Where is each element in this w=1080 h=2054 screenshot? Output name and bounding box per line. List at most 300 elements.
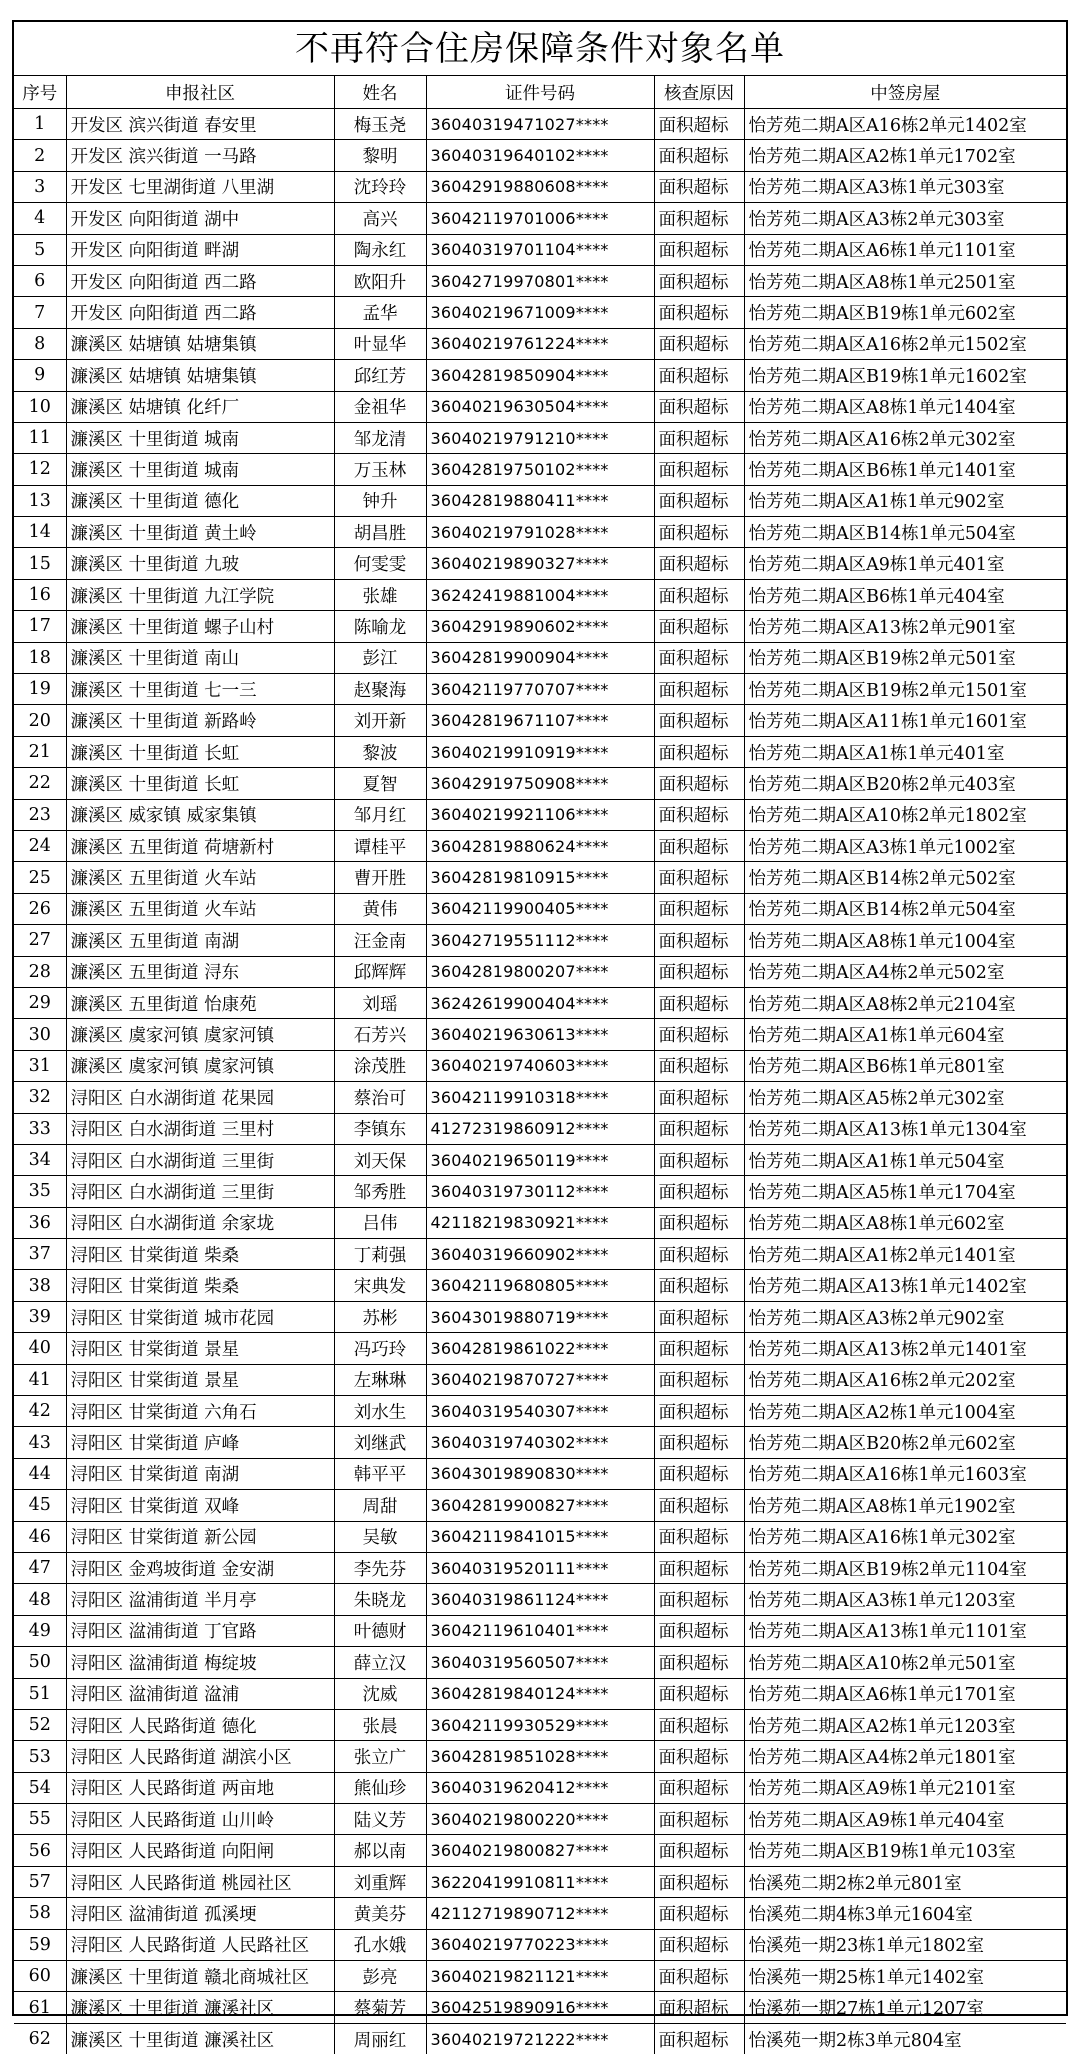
- row-name: 谭桂平: [334, 830, 426, 861]
- row-house: 怡芳苑二期A区A13栋1单元1402室: [744, 1270, 1066, 1301]
- table-row: [14, 422, 1066, 453]
- row-id-number: 36040219761224****: [426, 328, 654, 359]
- row-id-number: 36040319471027****: [426, 109, 654, 140]
- row-house: 怡芳苑二期A区B6栋1单元404室: [744, 579, 1066, 610]
- row-id-number: 36242619900404****: [426, 987, 654, 1018]
- row-community: 浔阳区 湓浦街道 梅绽坡: [66, 1647, 334, 1678]
- table-row: [14, 1239, 1066, 1270]
- row-id-number: 36040319560507****: [426, 1647, 654, 1678]
- row-community: 浔阳区 白水湖街道 余家垅: [66, 1207, 334, 1238]
- row-index: 22: [14, 768, 66, 799]
- row-id-number: 36042119930529****: [426, 1709, 654, 1740]
- row-house: 怡芳苑二期A区B20栋2单元403室: [744, 768, 1066, 799]
- row-reason: 面积超标: [654, 1615, 744, 1646]
- row-name: 邱红芳: [334, 360, 426, 391]
- row-id-number: 36040319861124****: [426, 1584, 654, 1615]
- table-row: [14, 830, 1066, 861]
- row-community: 浔阳区 湓浦街道 丁官路: [66, 1615, 334, 1646]
- row-reason: 面积超标: [654, 2023, 744, 2054]
- row-name: 邹月红: [334, 799, 426, 830]
- row-name: 李镇东: [334, 1113, 426, 1144]
- row-community: 浔阳区 甘棠街道 景星: [66, 1333, 334, 1364]
- row-house: 怡芳苑二期A区A2栋1单元1203室: [744, 1709, 1066, 1740]
- row-house: 怡芳苑二期A区B19栋1单元602室: [744, 297, 1066, 328]
- table-row: [14, 234, 1066, 265]
- row-community: 浔阳区 人民路街道 山川岭: [66, 1804, 334, 1835]
- row-index: 10: [14, 391, 66, 422]
- row-id-number: 36040219890327****: [426, 548, 654, 579]
- row-house: 怡芳苑二期A区A6栋1单元1701室: [744, 1678, 1066, 1709]
- table-row: [14, 1301, 1066, 1332]
- row-index: 52: [14, 1709, 66, 1740]
- row-house: 怡芳苑二期A区A5栋1单元1704室: [744, 1176, 1066, 1207]
- row-community: 浔阳区 人民路街道 向阳闸: [66, 1835, 334, 1866]
- row-community: 濂溪区 威家镇 威家集镇: [66, 799, 334, 830]
- row-index: 41: [14, 1364, 66, 1395]
- row-house: 怡芳苑二期A区A16栋2单元1402室: [744, 109, 1066, 140]
- table-row: [14, 1458, 1066, 1489]
- row-index: 23: [14, 799, 66, 830]
- table-row: [14, 925, 1066, 956]
- row-index: 60: [14, 1961, 66, 1992]
- row-reason: 面积超标: [654, 297, 744, 328]
- row-index: 19: [14, 674, 66, 705]
- row-house: 怡芳苑二期A区B19栋2单元1501室: [744, 674, 1066, 705]
- row-name: 朱晓龙: [334, 1584, 426, 1615]
- table-row: [14, 1270, 1066, 1301]
- row-name: 赵聚海: [334, 674, 426, 705]
- table-row: [14, 1364, 1066, 1395]
- row-id-number: 36042819900904****: [426, 642, 654, 673]
- row-community: 浔阳区 甘棠街道 庐峰: [66, 1427, 334, 1458]
- row-reason: 面积超标: [654, 1804, 744, 1835]
- row-reason: 面积超标: [654, 1427, 744, 1458]
- row-community: 濂溪区 十里街道 南山: [66, 642, 334, 673]
- row-index: 14: [14, 517, 66, 548]
- row-reason: 面积超标: [654, 485, 744, 516]
- row-id-number: 36043019890830****: [426, 1458, 654, 1489]
- row-house: 怡芳苑二期A区A3栋2单元902室: [744, 1301, 1066, 1332]
- row-reason: 面积超标: [654, 454, 744, 485]
- row-name: 欧阳升: [334, 265, 426, 296]
- table-row: [14, 611, 1066, 642]
- row-reason: 面积超标: [654, 234, 744, 265]
- row-reason: 面积超标: [654, 391, 744, 422]
- row-community: 浔阳区 甘棠街道 柴桑: [66, 1270, 334, 1301]
- row-house: 怡芳苑二期A区A9栋1单元404室: [744, 1804, 1066, 1835]
- row-index: 47: [14, 1552, 66, 1583]
- table-row: [14, 140, 1066, 171]
- row-house: 怡溪苑一期2栋3单元804室: [744, 2023, 1066, 2054]
- row-id-number: 36042719551112****: [426, 925, 654, 956]
- row-community: 濂溪区 十里街道 濂溪社区: [66, 1992, 334, 2023]
- row-id-number: 36040219630613****: [426, 1019, 654, 1050]
- row-name: 郝以南: [334, 1835, 426, 1866]
- row-index: 51: [14, 1678, 66, 1709]
- row-reason: 面积超标: [654, 956, 744, 987]
- row-index: 62: [14, 2023, 66, 2054]
- row-id-number: 36040319730112****: [426, 1176, 654, 1207]
- table-row: [14, 1490, 1066, 1521]
- row-id-number: 36040219800220****: [426, 1804, 654, 1835]
- row-name: 刘瑶: [334, 987, 426, 1018]
- row-house: 怡芳苑二期A区B19栋1单元1602室: [744, 360, 1066, 391]
- row-reason: 面积超标: [654, 1396, 744, 1427]
- row-community: 濂溪区 十里街道 长虹: [66, 736, 334, 767]
- header-name: 姓名: [334, 76, 426, 109]
- row-reason: 面积超标: [654, 705, 744, 736]
- row-name: 陈喻龙: [334, 611, 426, 642]
- table-row: [14, 1396, 1066, 1427]
- row-community: 濂溪区 十里街道 赣北商城社区: [66, 1961, 334, 1992]
- row-id-number: 36042819880624****: [426, 830, 654, 861]
- row-index: 36: [14, 1207, 66, 1238]
- row-index: 26: [14, 893, 66, 924]
- row-house: 怡芳苑二期A区B14栋2单元504室: [744, 893, 1066, 924]
- row-house: 怡芳苑二期A区A8栋1单元602室: [744, 1207, 1066, 1238]
- table-row: [14, 768, 1066, 799]
- row-name: 薛立汉: [334, 1647, 426, 1678]
- row-house: 怡芳苑二期A区A8栋1单元1404室: [744, 391, 1066, 422]
- row-index: 50: [14, 1647, 66, 1678]
- table-row: [14, 328, 1066, 359]
- row-community: 浔阳区 甘棠街道 柴桑: [66, 1239, 334, 1270]
- row-id-number: 36040319640102****: [426, 140, 654, 171]
- row-name: 沈玲玲: [334, 171, 426, 202]
- table-row: [14, 1082, 1066, 1113]
- row-community: 濂溪区 十里街道 七一三: [66, 674, 334, 705]
- row-reason: 面积超标: [654, 517, 744, 548]
- row-name: 陶永红: [334, 234, 426, 265]
- row-id-number: 36042819840124****: [426, 1678, 654, 1709]
- row-house: 怡芳苑二期A区A1栋2单元1401室: [744, 1239, 1066, 1270]
- row-name: 梅玉尧: [334, 109, 426, 140]
- row-community: 浔阳区 金鸡坡街道 金安湖: [66, 1552, 334, 1583]
- row-name: 左琳琳: [334, 1364, 426, 1395]
- row-name: 周丽红: [334, 2023, 426, 2054]
- row-index: 4: [14, 203, 66, 234]
- row-reason: 面积超标: [654, 265, 744, 296]
- header-index: 序号: [14, 76, 66, 109]
- table-row: [14, 203, 1066, 234]
- row-id-number: 42118219830921****: [426, 1207, 654, 1238]
- row-name: 丁莉强: [334, 1239, 426, 1270]
- row-name: 夏智: [334, 768, 426, 799]
- row-house: 怡芳苑二期A区A13栋1单元1101室: [744, 1615, 1066, 1646]
- row-reason: 面积超标: [654, 674, 744, 705]
- table-row: [14, 297, 1066, 328]
- row-index: 5: [14, 234, 66, 265]
- row-id-number: 36040219821121****: [426, 1961, 654, 1992]
- row-name: 黎波: [334, 736, 426, 767]
- row-name: 涂茂胜: [334, 1050, 426, 1081]
- row-reason: 面积超标: [654, 1270, 744, 1301]
- row-name: 邹龙清: [334, 422, 426, 453]
- table-row: [14, 454, 1066, 485]
- row-reason: 面积超标: [654, 1333, 744, 1364]
- row-community: 濂溪区 十里街道 九江学院: [66, 579, 334, 610]
- row-index: 56: [14, 1835, 66, 1866]
- page-title: 不再符合住房保障条件对象名单: [14, 22, 1066, 76]
- row-index: 9: [14, 360, 66, 391]
- row-house: 怡芳苑二期A区B19栋1单元103室: [744, 1835, 1066, 1866]
- row-reason: 面积超标: [654, 1961, 744, 1992]
- row-id-number: 36040219800827****: [426, 1835, 654, 1866]
- row-name: 汪金南: [334, 925, 426, 956]
- row-name: 彭江: [334, 642, 426, 673]
- row-community: 濂溪区 虞家河镇 虞家河镇: [66, 1050, 334, 1081]
- row-name: 黄美芬: [334, 1898, 426, 1929]
- row-id-number: 36042819851028****: [426, 1741, 654, 1772]
- row-reason: 面积超标: [654, 1552, 744, 1583]
- header-reason: 核查原因: [654, 76, 744, 109]
- row-name: 曹开胜: [334, 862, 426, 893]
- header-row: [14, 76, 1066, 109]
- table-row: [14, 987, 1066, 1018]
- table-row: [14, 360, 1066, 391]
- row-house: 怡芳苑二期A区A16栋2单元202室: [744, 1364, 1066, 1395]
- row-house: 怡芳苑二期A区A1栋1单元504室: [744, 1144, 1066, 1175]
- row-reason: 面积超标: [654, 611, 744, 642]
- row-community: 浔阳区 白水湖街道 花果园: [66, 1082, 334, 1113]
- row-reason: 面积超标: [654, 1082, 744, 1113]
- row-id-number: 36040219671009****: [426, 297, 654, 328]
- table-row: [14, 1333, 1066, 1364]
- table-row: [14, 1898, 1066, 1929]
- row-community: 浔阳区 甘棠街道 六角石: [66, 1396, 334, 1427]
- table-row: [14, 799, 1066, 830]
- row-reason: 面积超标: [654, 642, 744, 673]
- row-reason: 面积超标: [654, 422, 744, 453]
- row-community: 濂溪区 五里街道 荷塘新村: [66, 830, 334, 861]
- row-index: 59: [14, 1929, 66, 1960]
- table-row: [14, 1961, 1066, 1992]
- row-index: 53: [14, 1741, 66, 1772]
- row-name: 刘水生: [334, 1396, 426, 1427]
- row-id-number: 36042119841015****: [426, 1521, 654, 1552]
- table-row: [14, 1992, 1066, 2023]
- table-row: [14, 485, 1066, 516]
- row-community: 浔阳区 湓浦街道 半月亭: [66, 1584, 334, 1615]
- row-id-number: 36042819810915****: [426, 862, 654, 893]
- row-reason: 面积超标: [654, 1458, 744, 1489]
- row-community: 浔阳区 白水湖街道 三里街: [66, 1144, 334, 1175]
- row-index: 29: [14, 987, 66, 1018]
- row-name: 叶德财: [334, 1615, 426, 1646]
- row-reason: 面积超标: [654, 1050, 744, 1081]
- row-community: 开发区 滨兴街道 春安里: [66, 109, 334, 140]
- row-name: 韩平平: [334, 1458, 426, 1489]
- row-community: 开发区 向阳街道 湖中: [66, 203, 334, 234]
- table-row: [14, 1835, 1066, 1866]
- row-name: 沈威: [334, 1678, 426, 1709]
- row-name: 熊仙珍: [334, 1772, 426, 1803]
- row-name: 叶显华: [334, 328, 426, 359]
- row-name: 李先芬: [334, 1552, 426, 1583]
- row-reason: 面积超标: [654, 1207, 744, 1238]
- row-id-number: 36042919880608****: [426, 171, 654, 202]
- row-id-number: 36042119910318****: [426, 1082, 654, 1113]
- row-community: 浔阳区 白水湖街道 三里街: [66, 1176, 334, 1207]
- row-index: 54: [14, 1772, 66, 1803]
- row-house: 怡芳苑二期A区B14栋1单元504室: [744, 517, 1066, 548]
- row-index: 58: [14, 1898, 66, 1929]
- row-index: 24: [14, 830, 66, 861]
- row-id-number: 36040319520111****: [426, 1552, 654, 1583]
- row-community: 濂溪区 五里街道 怡康苑: [66, 987, 334, 1018]
- row-id-number: 36040219740603****: [426, 1050, 654, 1081]
- row-community: 浔阳区 白水湖街道 三里村: [66, 1113, 334, 1144]
- row-name: 万玉林: [334, 454, 426, 485]
- row-reason: 面积超标: [654, 328, 744, 359]
- table-row: [14, 109, 1066, 140]
- row-id-number: 36040219791210****: [426, 422, 654, 453]
- row-index: 8: [14, 328, 66, 359]
- row-index: 40: [14, 1333, 66, 1364]
- table-row: [14, 736, 1066, 767]
- row-reason: 面积超标: [654, 1113, 744, 1144]
- row-reason: 面积超标: [654, 140, 744, 171]
- row-community: 濂溪区 五里街道 南湖: [66, 925, 334, 956]
- table-row: [14, 705, 1066, 736]
- row-index: 49: [14, 1615, 66, 1646]
- row-reason: 面积超标: [654, 1866, 744, 1897]
- row-name: 孔水娥: [334, 1929, 426, 1960]
- row-index: 27: [14, 925, 66, 956]
- row-community: 开发区 向阳街道 西二路: [66, 297, 334, 328]
- row-name: 邱辉辉: [334, 956, 426, 987]
- row-id-number: 36040219770223****: [426, 1929, 654, 1960]
- row-community: 濂溪区 十里街道 螺子山村: [66, 611, 334, 642]
- table-row: [14, 1207, 1066, 1238]
- row-name: 高兴: [334, 203, 426, 234]
- row-house: 怡芳苑二期A区A16栋1单元302室: [744, 1521, 1066, 1552]
- row-name: 石芳兴: [334, 1019, 426, 1050]
- row-id-number: 36042119680805****: [426, 1270, 654, 1301]
- header-community: 申报社区: [66, 76, 334, 109]
- row-index: 33: [14, 1113, 66, 1144]
- row-index: 46: [14, 1521, 66, 1552]
- row-name: 刘天保: [334, 1144, 426, 1175]
- table-row: [14, 1427, 1066, 1458]
- row-house: 怡芳苑二期A区A2栋1单元1702室: [744, 140, 1066, 171]
- row-id-number: 36042819850904****: [426, 360, 654, 391]
- row-index: 2: [14, 140, 66, 171]
- row-reason: 面积超标: [654, 1647, 744, 1678]
- row-index: 42: [14, 1396, 66, 1427]
- row-community: 浔阳区 人民路街道 德化: [66, 1709, 334, 1740]
- row-house: 怡芳苑二期A区A1栋1单元604室: [744, 1019, 1066, 1050]
- row-index: 3: [14, 171, 66, 202]
- row-id-number: 36042819800207****: [426, 956, 654, 987]
- row-house: 怡芳苑二期A区A3栋2单元303室: [744, 203, 1066, 234]
- row-house: 怡芳苑二期A区A8栋1单元1004室: [744, 925, 1066, 956]
- row-community: 濂溪区 虞家河镇 虞家河镇: [66, 1019, 334, 1050]
- row-id-number: 36040219630504****: [426, 391, 654, 422]
- row-reason: 面积超标: [654, 1301, 744, 1332]
- row-house: 怡芳苑二期A区A4栋2单元1801室: [744, 1741, 1066, 1772]
- row-reason: 面积超标: [654, 548, 744, 579]
- row-index: 25: [14, 862, 66, 893]
- row-name: 邹秀胜: [334, 1176, 426, 1207]
- table-row: [14, 579, 1066, 610]
- row-id-number: 36242419881004****: [426, 579, 654, 610]
- row-reason: 面积超标: [654, 768, 744, 799]
- table-row: [14, 1647, 1066, 1678]
- table-row: [14, 1866, 1066, 1897]
- row-id-number: 36040319620412****: [426, 1772, 654, 1803]
- row-index: 48: [14, 1584, 66, 1615]
- row-community: 浔阳区 人民路街道 两亩地: [66, 1772, 334, 1803]
- row-id-number: 36040319660902****: [426, 1239, 654, 1270]
- row-reason: 面积超标: [654, 1929, 744, 1960]
- row-house: 怡芳苑二期A区A8栋1单元2501室: [744, 265, 1066, 296]
- row-id-number: 36042819671107****: [426, 705, 654, 736]
- row-index: 13: [14, 485, 66, 516]
- row-house: 怡芳苑二期A区A1栋1单元902室: [744, 485, 1066, 516]
- row-index: 20: [14, 705, 66, 736]
- row-id-number: 36042919890602****: [426, 611, 654, 642]
- row-community: 浔阳区 人民路街道 湖滨小区: [66, 1741, 334, 1772]
- row-house: 怡溪苑一期25栋1单元1402室: [744, 1961, 1066, 1992]
- row-house: 怡芳苑二期A区B6栋1单元1401室: [744, 454, 1066, 485]
- row-community: 濂溪区 姑塘镇 姑塘集镇: [66, 360, 334, 391]
- row-house: 怡溪苑二期4栋3单元1604室: [744, 1898, 1066, 1929]
- row-reason: 面积超标: [654, 893, 744, 924]
- row-index: 38: [14, 1270, 66, 1301]
- row-id-number: 36040319740302****: [426, 1427, 654, 1458]
- table-row: [14, 1176, 1066, 1207]
- row-reason: 面积超标: [654, 1176, 744, 1207]
- row-name: 孟华: [334, 297, 426, 328]
- document-sheet: [12, 20, 1068, 2016]
- row-community: 浔阳区 甘棠街道 城市花园: [66, 1301, 334, 1332]
- row-reason: 面积超标: [654, 579, 744, 610]
- row-house: 怡芳苑二期A区A3栋1单元303室: [744, 171, 1066, 202]
- row-house: 怡芳苑二期A区A5栋2单元302室: [744, 1082, 1066, 1113]
- row-id-number: 36042819861022****: [426, 1333, 654, 1364]
- row-id-number: 36042819900827****: [426, 1490, 654, 1521]
- row-house: 怡芳苑二期A区A1栋1单元401室: [744, 736, 1066, 767]
- row-id-number: 36042519890916****: [426, 1992, 654, 2023]
- row-name: 黎明: [334, 140, 426, 171]
- table-row: [14, 1615, 1066, 1646]
- row-reason: 面积超标: [654, 830, 744, 861]
- table-row: [14, 1804, 1066, 1835]
- table-row: [14, 893, 1066, 924]
- row-index: 30: [14, 1019, 66, 1050]
- row-id-number: 36040219650119****: [426, 1144, 654, 1175]
- table-body: [14, 109, 1066, 2054]
- table-row: [14, 1019, 1066, 1050]
- row-index: 31: [14, 1050, 66, 1081]
- row-name: 刘继武: [334, 1427, 426, 1458]
- row-house: 怡芳苑二期A区A2栋1单元1004室: [744, 1396, 1066, 1427]
- row-id-number: 36042819750102****: [426, 454, 654, 485]
- row-index: 55: [14, 1804, 66, 1835]
- table-row: [14, 548, 1066, 579]
- row-name: 宋典发: [334, 1270, 426, 1301]
- row-index: 39: [14, 1301, 66, 1332]
- row-name: 冯巧玲: [334, 1333, 426, 1364]
- row-house: 怡溪苑二期2栋2单元801室: [744, 1866, 1066, 1897]
- row-index: 1: [14, 109, 66, 140]
- row-id-number: 36042119701006****: [426, 203, 654, 234]
- row-reason: 面积超标: [654, 736, 744, 767]
- row-name: 张雄: [334, 579, 426, 610]
- row-community: 浔阳区 甘棠街道 新公园: [66, 1521, 334, 1552]
- row-community: 濂溪区 十里街道 黄土岭: [66, 517, 334, 548]
